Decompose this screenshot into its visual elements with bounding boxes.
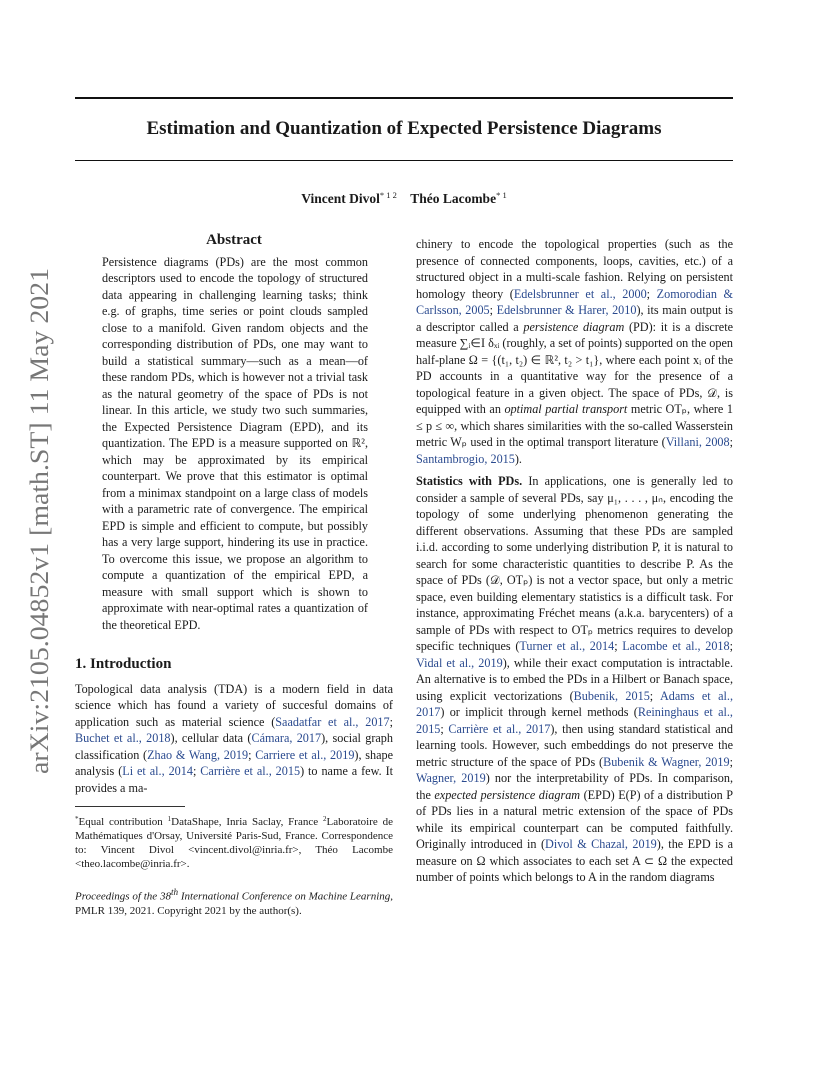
affiliation-footnote: *Equal contribution $^1$DataShape, Inria Saclay, France $^2$Laboratoire de Mathématiques d'Orsay, Université Paris-Sud, France. Correspondence to: Vincent Divol <vincent.divol@inria.fr>, Théo Lacombe <theo.lacombe@inria.fr>. [75,815,394,870]
author-marks: * 1 2 [379,190,397,200]
citation-link[interactable]: Wagner, 2019 [416,771,486,785]
author-name: Théo Lacombe [410,191,497,206]
author-name: Vincent Divol [301,191,380,206]
citation-link[interactable]: Edelsbrunner et al., 2000 [513,286,647,301]
arxiv-identifier [18,268,58,774]
citation-link[interactable]: Turner et al., 2014 [519,639,615,653]
citation-link[interactable]: Zomorodian & Carlsson, 2005 [416,286,733,317]
citation-link[interactable]: Li et al., 2014 [122,764,193,778]
arxiv-identifier-graphic [18,268,58,774]
citation-link[interactable]: Villani, 2008 [665,435,730,449]
citation-link[interactable]: Reininghaus et al., 2015 [416,705,733,736]
citation-link[interactable]: Edelsbrunner & Harer, 2010 [496,303,637,317]
citation-link[interactable]: Buchet et al., 2018 [75,731,171,745]
introduction-paragraph: Topological data analysis (TDA) is a modern field in data science which has found a variety of succesful domains of application such as material science (Saadatfar et al., 2017; Buchet et al., 2018), cellular data (Cámara, 2017), social graph classification (Zhao & Wang, 2019; Carriere et al., 2019), shape analysis (Li et al., 2014; Carrière et al., 2015) to name a few. It provides a ma- [75,681,394,795]
citation-link[interactable]: Saadatfar et al., 2017 [275,714,390,729]
citation-link[interactable]: Lacombe et al., 2018 [622,639,730,653]
citation-link[interactable]: Adams et al., 2017 [416,688,733,719]
right-column [416,236,733,886]
body-paragraph: chinery to encode the topological properties (such as the presence of connected components, loops, cavities, etc.) of a structured object in a multi-scale fashion. Relying on persistent homology theory (Edelsbrunner et al., 2000; Zomorodian & Carlsson, 2005; Edelsbrunner & Harer, 2010), its main output is a descriptor called a persistence diagram (PD): it is a discrete measure ∑ᵢ∈I δₓᵢ (roughly, a set of points) supported on the open half-plane Ω = {(t₁, t₂) ∈ ℝ², t₂ > t₁}, where each point xᵢ of the PD accounts in a quantitative way for the presence of a topological feature in a given object. The space of PDs, 𝒟, is equipped with an optimal partial transport metric OTₚ, where 1 ≤ p ≤ ∞, which shares similarities with the so-called Wasserstein metric Wₚ used in the optimal transport literature (Villani, 2008; Santambrogio, 2015). [416,237,734,466]
author-marks: * 1 [496,190,507,200]
citation-link[interactable]: Bubenik & Wagner, 2019 [603,754,730,769]
citation-link[interactable]: Zhao & Wang, 2019 [147,747,249,762]
left-column [75,232,393,929]
title-rule-top [75,97,733,99]
paper-title: Estimation and Quantization of Expected Persistence Diagrams [146,118,662,139]
section-heading-introduction: 1. Introduction [75,656,172,672]
citation-link[interactable]: Santambrogio, 2015 [416,451,515,466]
citation-link[interactable]: Cámara, 2017 [251,731,322,745]
author-list [75,190,733,207]
footnote-rule [75,806,185,807]
abstract-heading: Abstract [206,232,262,248]
citation-link[interactable]: Carriere et al., 2019 [255,747,355,762]
citation-link[interactable]: Carrière et al., 2017 [448,721,551,736]
statistics-paragraph: Statistics with PDs. In applications, one is generally led to consider a sample of several PDs, say μ₁, . . . , μₙ, encoding the topology of some underlying phenomenon generating the different observations. Assuming that these PDs are sampled i.i.d. according to some underlying distribution P, it is natural to search for some characteristic quantities to describe P. As the space of PDs (𝒟, OTₚ) is not a vector space, but only a metric space, even building elementary statistics is a difficult task. For instance, approximating Fréchet means (a.k.a. barycenters) of a sample of PDs with respect to OTₚ metrics requires to develop specific techniques (Turner et al., 2014; Lacombe et al., 2018; Vidal et al., 2019), while their exact computation is intractable. An alternative is to embed the PDs in a Hilbert or Banach space, using explicit vectorizations (Bubenik, 2015; Adams et al., 2017) or implicit through kernel methods (Reininghaus et al., 2015; Carrière et al., 2017), then using standard statistical and learning tools. However, such embeddings do not preserve the metric structure of the space of PDs (Bubenik & Wagner, 2019; Wagner, 2019) nor the interpretability of PDs. In comparison, the expected persistence diagram (EPD) E(P) of a distribution P of PDs lies in a natural metric extension of the space of PDs while its empirical counterpart can be computed faithfully. Originally introduced in (Divol & Chazal, 2019), the EPD is a measure on Ω which associates to each set A ⊂ Ω the expected number of points which belongs to A in the random diagrams [416,474,734,884]
paragraph-heading: Statistics with PDs. [416,474,523,488]
citation-link[interactable]: Bubenik, 2015 [573,688,650,703]
arxiv-identifier-text: arXiv:2105.04852v1 [math.ST] 11 May 2021 [25,301,54,774]
proceedings-note: Proceedings of the 38th International Conference on Machine Learning, PMLR 139, 2021. Copyright 2021 by the author(s). [75,887,393,917]
citation-link[interactable]: Vidal et al., 2019 [416,655,503,670]
title-rule-bottom [75,160,733,161]
citation-link[interactable]: Carrière et al., 2015 [200,764,301,778]
abstract-text: Persistence diagrams (PDs) are the most common descriptors used to encode the topology of structured data appearing in challenging learning tasks; think e.g. of graphs, time series or point clouds sampled close to a manifold. Given random objects and the corresponding distribution of PDs, one may want to build a statistical summary—such as a mean—of these random PDs, which is however not a trivial task as the natural geometry of the space of PDs is not linear. In this article, we study two such summaries, the Expected Persistence Diagram (EPD), and its quantization. The EPD is a measure supported on ℝ², which may be approximated by its empirical counterpart. We prove that this estimator is optimal from a minimax standpoint on a large class of models with a parametric rate of convergence. The empirical EPD is simple and efficient to compute, but possibly has a very large support, hindering its use in practice. To overcome this issue, we propose an algorithm to compute a quantization of the empirical EPD, a measure with small support which is shown to approximate with near-optimal rates a quantization of the theoretical EPD. [102,254,368,632]
citation-link[interactable]: Divol & Chazal, 2019 [545,837,657,851]
